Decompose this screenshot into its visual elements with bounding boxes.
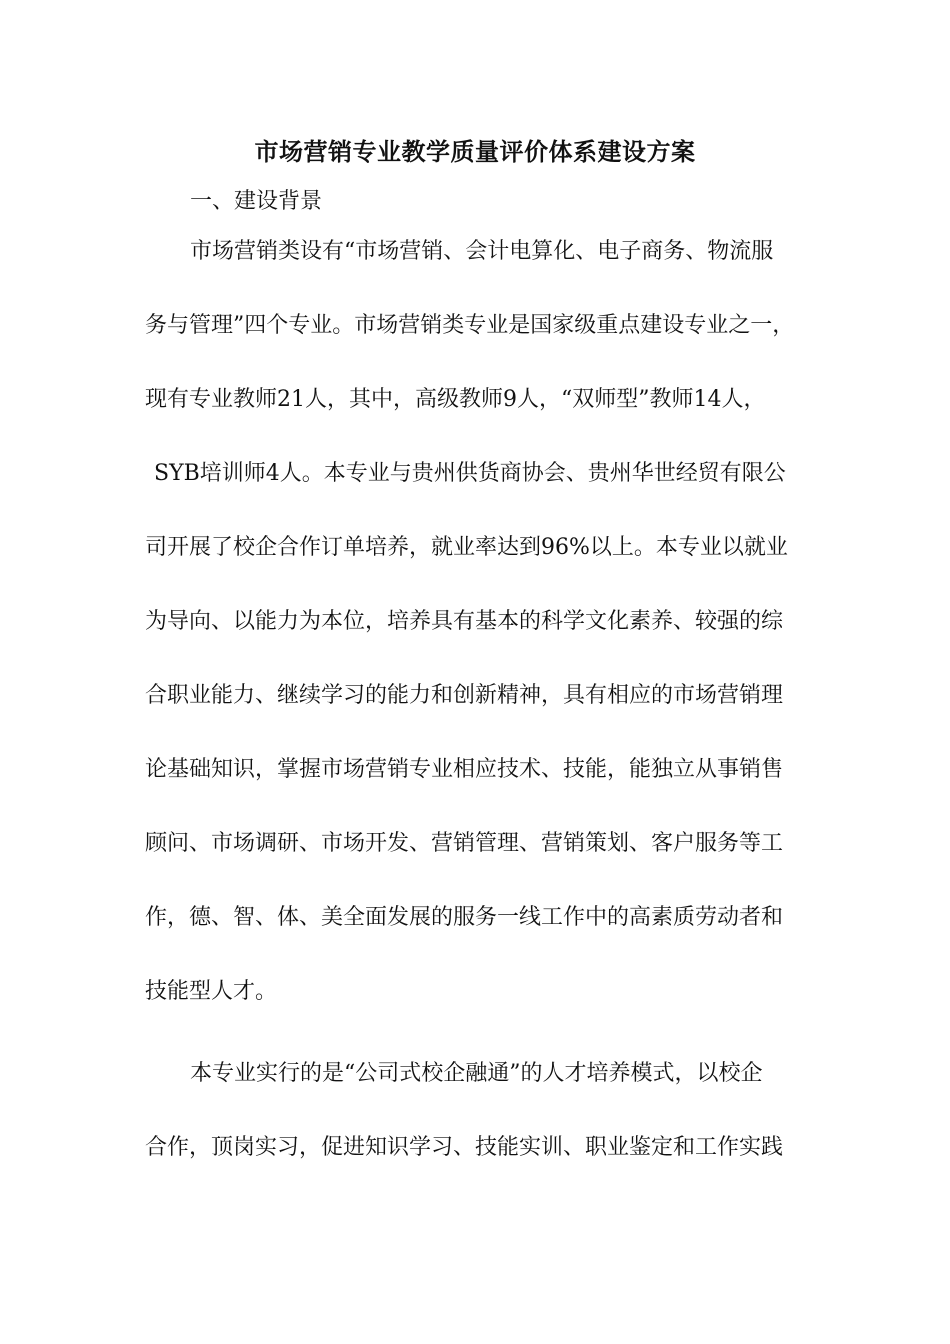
paragraph-1-line-6: 为导向、以能力为本位，培养具有基本的科学文化素养、较强的综 bbox=[145, 609, 784, 634]
paragraph-1-line-11: 技能型人才。 bbox=[145, 979, 278, 1004]
paragraph-1-line-5: 司开展了校企合作订单培养，就业率达到96%以上。本专业以就业 bbox=[145, 535, 788, 560]
paragraph-1-line-3: 现有专业教师21人，其中，高级教师9人，“双师型”教师14人， bbox=[145, 387, 766, 412]
section-heading: 一、建设背景 bbox=[190, 189, 323, 214]
paragraph-1-line-7: 合职业能力、继续学习的能力和创新精神，具有相应的市场营销理 bbox=[145, 683, 784, 708]
paragraph-1-line-8: 论基础知识，掌握市场营销专业相应技术、技能，能独立从事销售 bbox=[145, 757, 784, 782]
paragraph-1-line-9: 顾问、市场调研、市场开发、营销管理、营销策划、客户服务等工 bbox=[145, 831, 784, 856]
document-title: 市场营销专业教学质量评价体系建设方案 bbox=[254, 137, 696, 166]
paragraph-1-line-1: 市场营销类设有“市场营销、会计电算化、电子商务、物流服 bbox=[190, 239, 774, 264]
paragraph-2-line-2: 合作，顶岗实习，促进知识学习、技能实训、职业鉴定和工作实践 bbox=[145, 1135, 784, 1160]
paragraph-2-line-1: 本专业实行的是“公司式校企融通”的人才培养模式，以校企 bbox=[190, 1061, 763, 1086]
paragraph-1-line-10: 作，德、智、体、美全面发展的服务一线工作中的高素质劳动者和 bbox=[145, 905, 784, 930]
paragraph-1-line-4: SYB培训师4人。本专业与贵州供货商协会、贵州华世经贸有限公 bbox=[154, 461, 786, 486]
paragraph-1-line-2: 务与管理”四个专业。市场营销类专业是国家级重点建设专业之一， bbox=[145, 313, 795, 338]
